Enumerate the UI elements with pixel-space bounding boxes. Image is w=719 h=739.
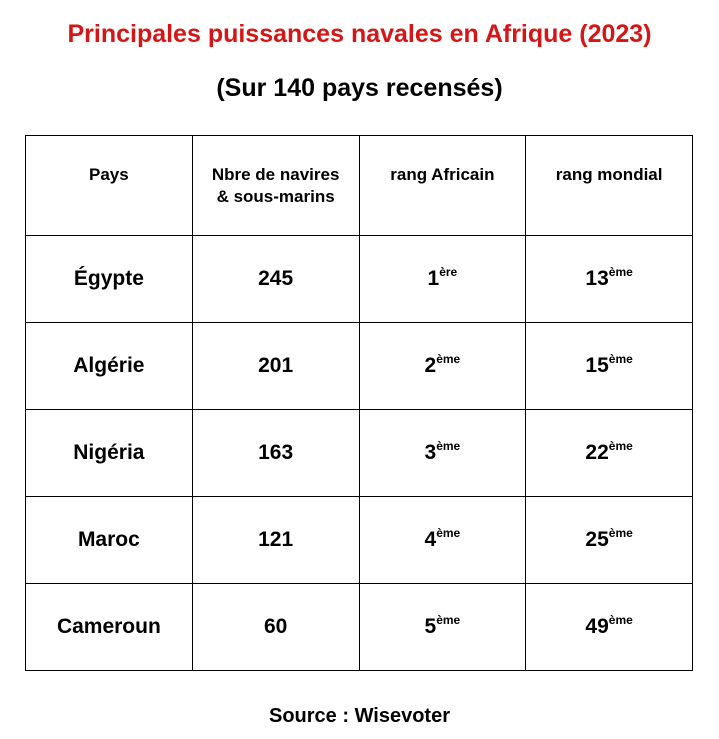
- table-row: [26, 584, 693, 671]
- header-navires-line1: Nbre de navires: [211, 165, 340, 184]
- cell-navires: 245: [192, 236, 359, 323]
- cell-rang-mondial: 13ème: [526, 236, 693, 323]
- page-subtitle: (Sur 140 pays recensés): [216, 74, 503, 102]
- cell-pays: Égypte: [26, 236, 193, 323]
- page-title: Principales puissances navales en Afrique (2023): [67, 20, 652, 48]
- table-row: [26, 410, 693, 497]
- cell-navires: 60: [192, 584, 359, 671]
- table-row: [26, 323, 693, 410]
- cell-pays: Maroc: [26, 497, 193, 584]
- header-pays: Pays: [26, 136, 193, 236]
- cell-pays: Algérie: [26, 323, 193, 410]
- cell-pays: Nigéria: [26, 410, 193, 497]
- naval-powers-table: [25, 135, 693, 671]
- cell-rang-africain: 1ère: [359, 236, 526, 323]
- header-navires: [192, 136, 359, 236]
- header-navires-line2: & sous-marins: [216, 187, 335, 206]
- cell-rang-africain: 2ème: [359, 323, 526, 410]
- table-row: [26, 236, 693, 323]
- cell-rang-africain: 3ème: [359, 410, 526, 497]
- cell-navires: 121: [192, 497, 359, 584]
- header-rang-mondial: rang mondial: [526, 136, 693, 236]
- cell-pays: Cameroun: [26, 584, 193, 671]
- cell-rang-mondial: 22ème: [526, 410, 693, 497]
- cell-rang-mondial: 25ème: [526, 497, 693, 584]
- cell-rang-mondial: 49ème: [526, 584, 693, 671]
- cell-rang-africain: 4ème: [359, 497, 526, 584]
- source-note: Source : Wisevoter: [269, 705, 450, 727]
- header-rang-africain: rang Africain: [359, 136, 526, 236]
- cell-rang-africain: 5ème: [359, 584, 526, 671]
- cell-navires: 201: [192, 323, 359, 410]
- table-row: [26, 497, 693, 584]
- table-header-row: [26, 136, 693, 236]
- cell-rang-mondial: 15ème: [526, 323, 693, 410]
- cell-navires: 163: [192, 410, 359, 497]
